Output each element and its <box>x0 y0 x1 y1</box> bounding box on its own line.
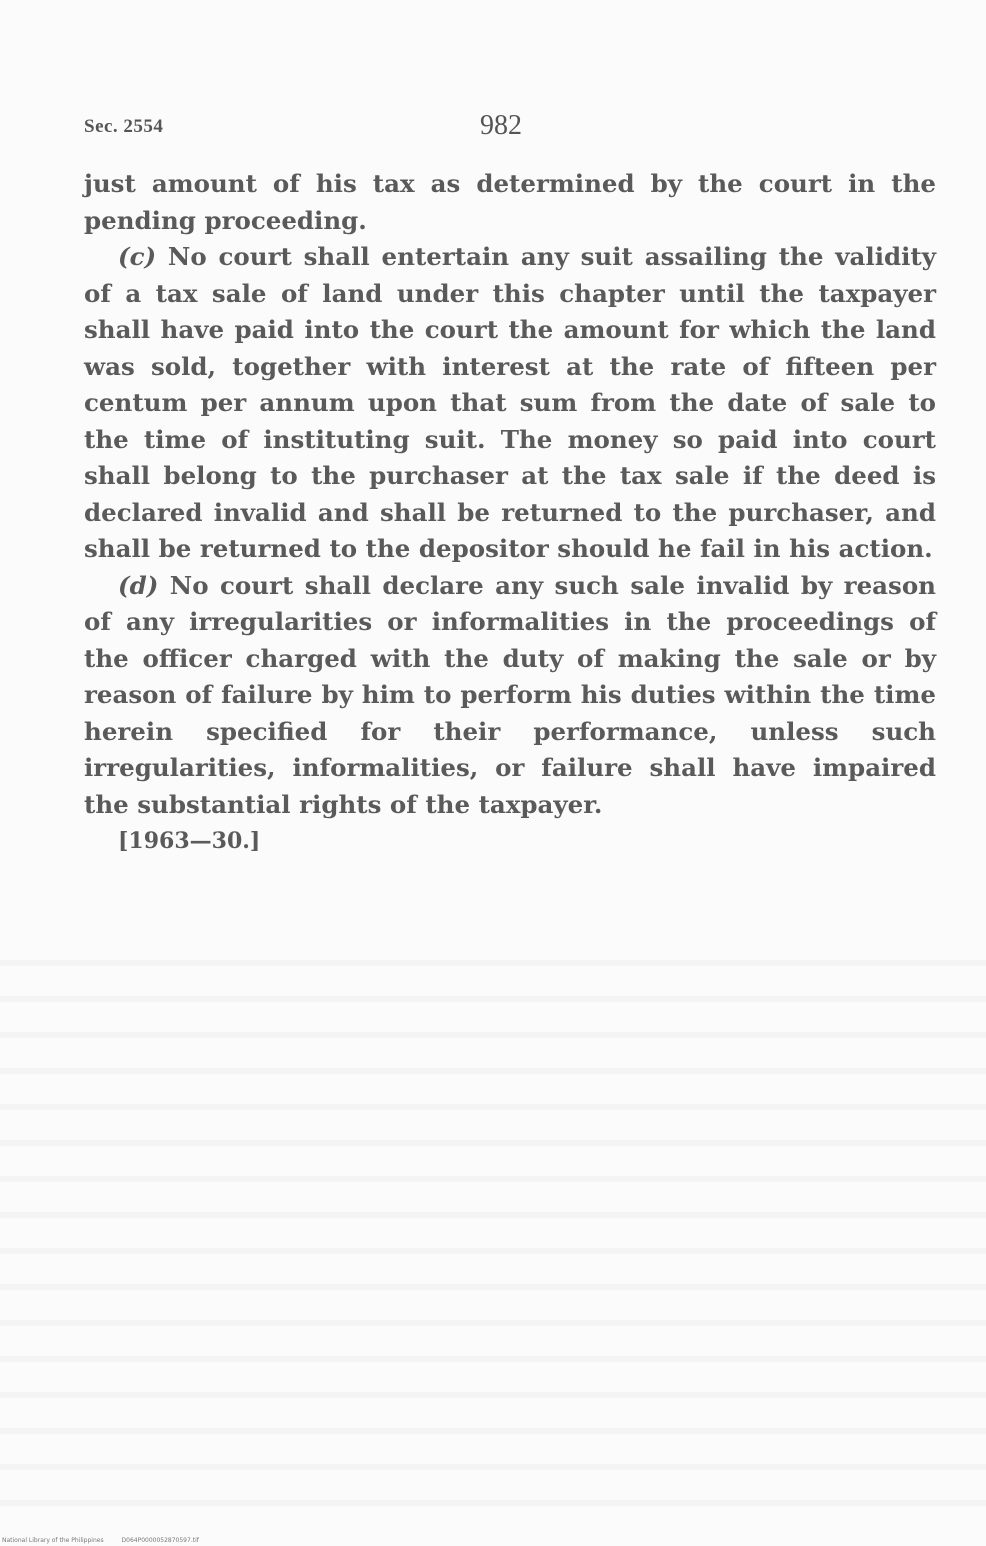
page-number: 982 <box>480 110 522 141</box>
section-reference: Sec. 2554 <box>84 116 164 137</box>
paragraph-c-text: No court shall entertain any suit assailing the validity of a tax sale of land under this chapter until the taxpayer shall have paid into the court the amount for which the land was sold, together with interest at the rate of fifteen per centum per annum upon that sum from the date of sale to the time of instituting suit. The money so paid into court shall belong to the purchaser at the tax sale if the deed is declared invalid and shall be returned to the purchaser, and shall be returned to the depositor should he fail in his action. <box>84 242 936 563</box>
paragraph-d-text: No court shall declare any such sale invalid by reason of any irregularities or informalities in the proceedings of the officer charged with the duty of making the sale or by reason of failure by him to perform his duties within the time herein specified for their performance, unless such irregularities, informalities, or failure shall have impaired the substantial rights of the taxpayer. <box>84 570 936 819</box>
legislative-citation: [1963—30.] <box>118 828 261 854</box>
paragraph-continued: just amount of his tax as determined by the court in the pending proceeding. <box>84 169 936 235</box>
show-through-background <box>0 930 986 1530</box>
paragraph-c <box>84 239 936 568</box>
footer-library: National Library of the Philippines <box>2 1537 104 1544</box>
body-text <box>84 166 936 860</box>
paragraph-d <box>84 568 936 824</box>
footer-file-id: D064P0000052870597.tif <box>121 1537 199 1544</box>
paragraph-c-label: (c) <box>118 242 157 271</box>
scan-footer <box>2 1537 215 1544</box>
paragraph-d-label: (d) <box>118 570 159 600</box>
page-header <box>84 110 936 144</box>
